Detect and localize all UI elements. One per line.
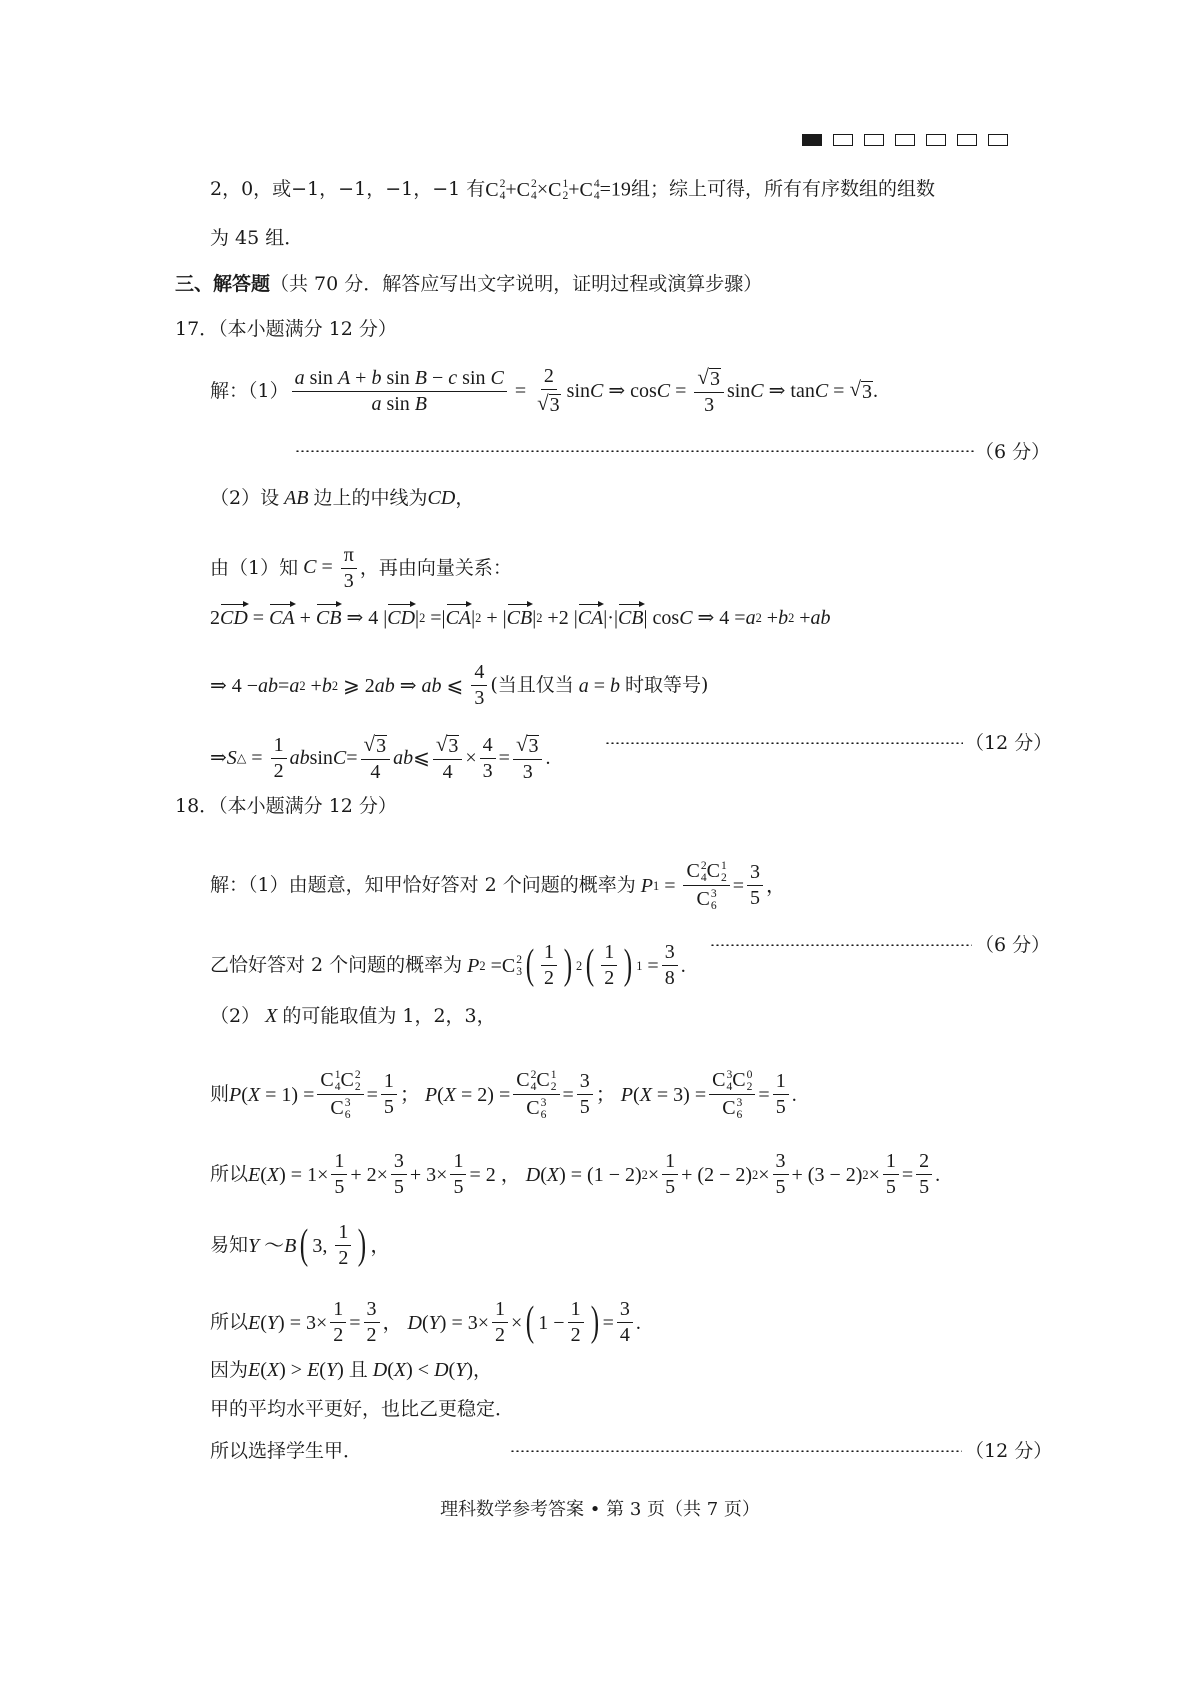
q18-part1-a-text: 解：（1）由题意，知甲恰好答对 2 个问题的概率为	[210, 874, 636, 897]
q18-part1-b: 乙恰好答对 2 个问题的概率为 P 2 = C 2 3 ( $\frac{1}{2}$ ) 2 ( $\frac{1}{2}$ ) 1 = $\frac{3}{8}$ .	[210, 941, 686, 989]
q18-expectation-variance-x: 所以 E ( X ) = 1× $\frac{1}{5}$ + 2× $\frac{3}{5}$ + 3× $\frac{1}{5}$ = 2 ， D ( X ) = (1 − 2) 2 × $\frac{1}{5}$ + (2 − 2) 2 × $\frac{3}{5}$ + (3 − 2) 2 × $\frac{1}{5}$ = $\frac{2}{5}$ .	[210, 1150, 941, 1198]
q18-conclusion-1: 甲的平均水平更好，也比乙更稳定．	[210, 1398, 515, 1420]
q17-part1	[210, 366, 878, 416]
q17-part1-formula: $\frac{\text{a sin A + b sin B − c sin C}}{\text{a sin B}}$ = 2 √ 3 sin C ⇒ cos C = √ 3 3 sin C ⇒ tan C = √ 3 .	[289, 366, 878, 416]
q18-then: 则	[210, 1083, 230, 1106]
q17-from1-b: ，再由向量关系：	[359, 557, 512, 579]
q17-area: ⇒ S △ = $\frac{1}{2}$ ab sin C = √ 3 4 ab ⩽ √ 3 4 × $\frac{4}{3}$ = √ 3 3 .	[210, 732, 551, 783]
continuation-line-2: 为 45 组．	[210, 227, 304, 249]
page-indicator-box	[895, 134, 915, 146]
q17-header: 17．（本小题满分 12 分）	[175, 318, 397, 340]
q18-and: 且	[348, 1358, 368, 1381]
q18-part1-a: 解：（1）由题意，知甲恰好答对 2 个问题的概率为 P 1 = C 2 4 C 1 2 C 3 6 = $\frac{3}{5}$ ，	[210, 859, 787, 912]
page-indicator-box-current	[802, 134, 822, 146]
q18-because: 因为	[210, 1358, 249, 1381]
q18-header: 18．（本小题满分 12 分）	[175, 795, 397, 817]
q17-ineq-note-a: (当且仅当	[490, 674, 574, 696]
q17-score-6: （6 分）	[975, 441, 1051, 463]
q18-easy: 易知	[210, 1234, 249, 1256]
page-indicator-box	[988, 134, 1008, 146]
q17-part2-intro-b: 边上的中线为	[313, 486, 428, 509]
q18-score-12: （12 分）	[965, 1440, 1053, 1462]
section-three-heading	[175, 275, 762, 294]
q18-conclusion-2: 所以选择学生甲．	[210, 1440, 363, 1462]
score-leader-dots	[510, 1450, 962, 1452]
q17-part2-intro-a: （2）设	[210, 486, 280, 509]
q17-part1-label: 解：（1）	[210, 379, 289, 402]
q17-ineq-note-b: 时取等号)	[625, 674, 709, 696]
q18-part2-intro: （2） X 的可能取值为 1，2，3，	[210, 1004, 496, 1027]
q18-comparison: 因为 E(X) > E(Y) 且 D(X) < D(Y) ，	[210, 1358, 493, 1381]
q18-expectation-variance-y: 所以 E ( Y ) = 3× $\frac{1}{2}$ = $\frac{3}{2}$ ， D ( Y ) = 3× $\frac{1}{2}$ × ( 1 − $\frac{1}{2}$ ) = $\frac{3}{4}$ .	[210, 1298, 641, 1346]
combination-sum: C 2 4 + C 2 4 × C 1 2 + C 4 4 =19	[485, 177, 631, 202]
q18-so-ex: 所以	[210, 1163, 249, 1185]
q18-part1-b-text: 乙恰好答对 2 个问题的概率为	[210, 954, 463, 976]
page-footer: 理科数学参考答案 • 第 3 页（共 7 页）	[440, 1499, 760, 1520]
q17-part2-intro: （2）设 AB 边上的中线为 CD ，	[210, 486, 475, 509]
q17-score-12: （12 分）	[965, 732, 1053, 754]
section-three-title: 三、解答题	[175, 273, 271, 295]
page-indicator-box	[957, 134, 977, 146]
q18-score-6: （6 分）	[975, 934, 1051, 956]
q17-from-part1: 由（1）知 C = $\frac{\pi}{3}$ ，再由向量关系：	[210, 544, 512, 592]
q18-binomial: 易知 Y ～ B ( 3, $\frac{1}{2}$ ) ，	[210, 1221, 391, 1269]
page-indicator	[802, 134, 1008, 146]
score-leader-dots	[605, 742, 963, 744]
score-leader-dots	[295, 450, 975, 452]
section-three-note: （共 70 分．解答应写出文字说明，证明过程或演算步骤）	[270, 273, 763, 295]
continuation-prefix: 2，0，或−1，−1，−1，−1 有	[210, 178, 486, 201]
q18-part2-b: 的可能取值为 1，2，3，	[282, 1004, 496, 1027]
q18-so-ey: 所以	[210, 1311, 249, 1333]
page-indicator-box	[833, 134, 853, 146]
q17-inequality: ⇒ 4 − ab = a 2 + b 2 ⩾ 2 ab ⇒ ab ⩽ $\frac{4}{3}$ (当且仅当 a = b 时取等号)	[210, 661, 709, 709]
continuation-line-1	[210, 178, 935, 201]
q17-vector-relation: 2 CD = CA + CB ⇒ 4 | CD | 2 =| CA | 2 + | CB | 2 +2 | CA |·| CB | cos C ⇒ 4 = a 2 + b 2 + ab	[210, 607, 831, 629]
q18-part2-a: （2）	[210, 1004, 261, 1027]
page-indicator-box	[864, 134, 884, 146]
q17-from1-a: 由（1）知	[210, 557, 299, 579]
score-leader-dots	[710, 944, 972, 946]
continuation-suffix: 组；综上可得，所有有序数组的组数	[630, 178, 935, 201]
q18-distribution: 则 P ( X = 1) = C 1 4 C 2 2 C 3 6 = $\frac{1}{5}$ ； P ( X = 2) = C 2 4 C 1 2 C 3 6 = $\frac{3}{5}$ ； P ( X = 3) = C 3 4 C 0 2 C 3 6 = $\frac{1}{5}$ .	[210, 1068, 797, 1121]
page-indicator-box	[926, 134, 946, 146]
